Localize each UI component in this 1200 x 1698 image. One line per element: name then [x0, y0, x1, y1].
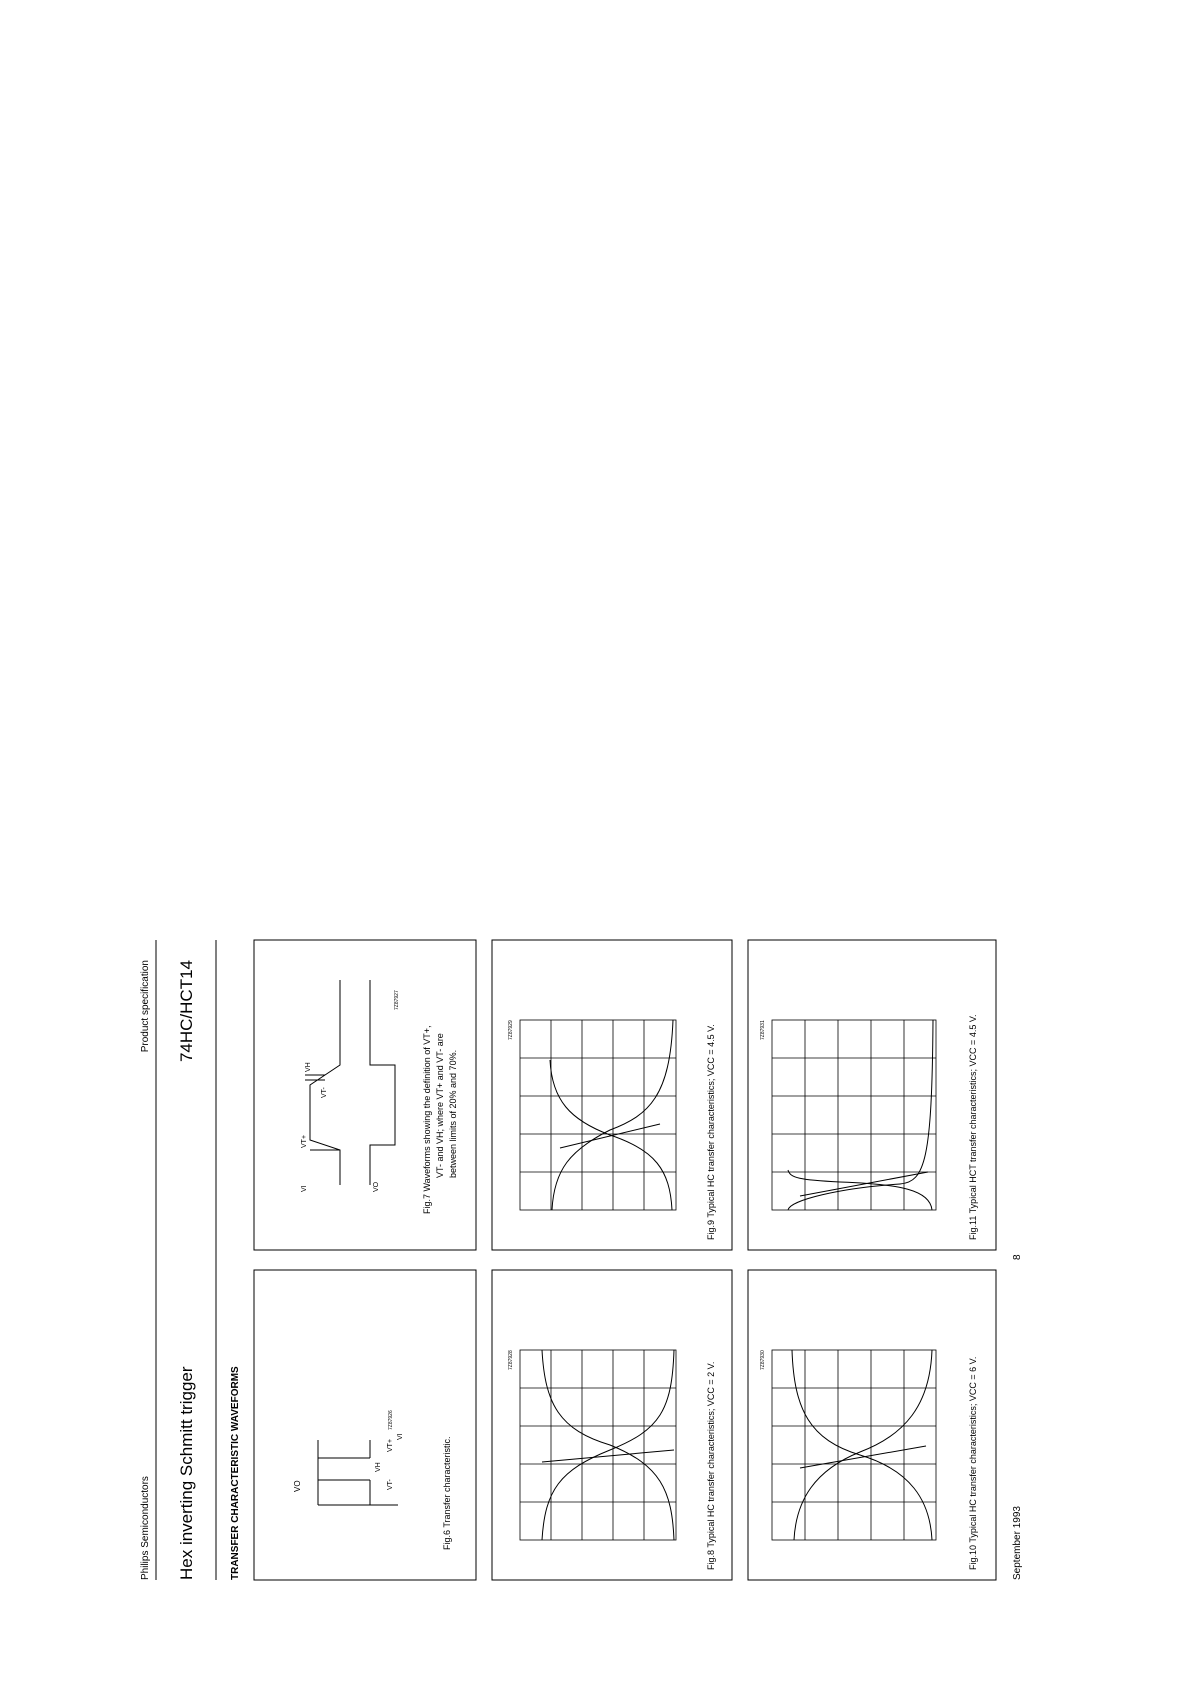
- fig6-vt-minus-label: VT-: [387, 1479, 394, 1490]
- fig7-caption-line1: Fig.7 Waveforms showing the definition of VT+,: [422, 1025, 432, 1214]
- fig9-chart-grid: [520, 1020, 676, 1210]
- fig6-vh-label: VH: [375, 1462, 382, 1472]
- fig7-code: 7Z87927: [394, 990, 400, 1010]
- document-type: Product specification: [140, 960, 151, 1053]
- fig9-frame: [492, 940, 732, 1250]
- fig8-code: 7Z87928: [508, 1350, 514, 1370]
- fig6-diagram: [318, 1440, 398, 1505]
- fig8-curves: [542, 1350, 674, 1540]
- section-title: TRANSFER CHARACTERISTIC WAVEFORMS: [230, 1366, 241, 1580]
- fig6-caption: Fig.6 Transfer characteristic.: [442, 1436, 452, 1550]
- fig6-vo-label: VO: [293, 1480, 302, 1492]
- fig10-curves: [792, 1350, 932, 1540]
- fig7-vh-label: VH: [305, 1062, 312, 1072]
- fig6-vt-plus-label: VT+: [387, 1438, 394, 1452]
- fig8-frame: [492, 1270, 732, 1580]
- rotated-page-content: [140, 940, 1023, 1580]
- fig11-code: 7Z87931: [760, 1020, 766, 1040]
- fig6-vi-label: VI: [397, 1433, 404, 1440]
- fig11-caption: Fig.11 Typical HCT transfer characteristics; VCC = 4.5 V.: [968, 1014, 978, 1240]
- fig9-caption: Fig.9 Typical HC transfer characteristics; VCC = 4.5 V.: [706, 1024, 716, 1240]
- fig11-chart-grid: [772, 1020, 936, 1210]
- fig7-caption-line2: VT- and VH; where VT+ and VT- are: [435, 1033, 445, 1178]
- fig9-code: 7Z87929: [508, 1020, 514, 1040]
- fig10-frame: [748, 1270, 996, 1580]
- product-title: Hex inverting Schmitt trigger: [177, 1366, 196, 1580]
- fig7-waveforms: [305, 980, 395, 1185]
- fig11-frame: [748, 940, 996, 1250]
- fig7-vi-label: VI: [301, 1185, 308, 1192]
- page-number: 8: [1012, 1254, 1023, 1260]
- fig7-vo-label: VO: [373, 1181, 380, 1192]
- fig7-vt-minus-label: VT-: [321, 1087, 328, 1098]
- fig10-code: 7Z87930: [760, 1350, 766, 1370]
- fig7-vt-plus-label: VT+: [301, 1134, 308, 1148]
- fig7-caption-line3: between limits of 20% and 70%.: [448, 1049, 458, 1178]
- fig6-code: 7Z87926: [388, 1410, 394, 1430]
- part-number: 74HC/HCT14: [177, 960, 196, 1063]
- fig11-curves: [788, 1020, 933, 1210]
- company-name: Philips Semiconductors: [140, 1476, 151, 1580]
- fig8-chart-grid: [520, 1350, 676, 1540]
- fig10-chart-grid: [772, 1350, 936, 1540]
- fig10-caption: Fig.10 Typical HC transfer characteristics; VCC = 6 V.: [968, 1356, 978, 1570]
- fig9-curves: [550, 1020, 673, 1210]
- footer-date: September 1993: [1012, 1506, 1023, 1580]
- fig8-caption: Fig.8 Typical HC transfer characteristics; VCC = 2 V.: [706, 1361, 716, 1570]
